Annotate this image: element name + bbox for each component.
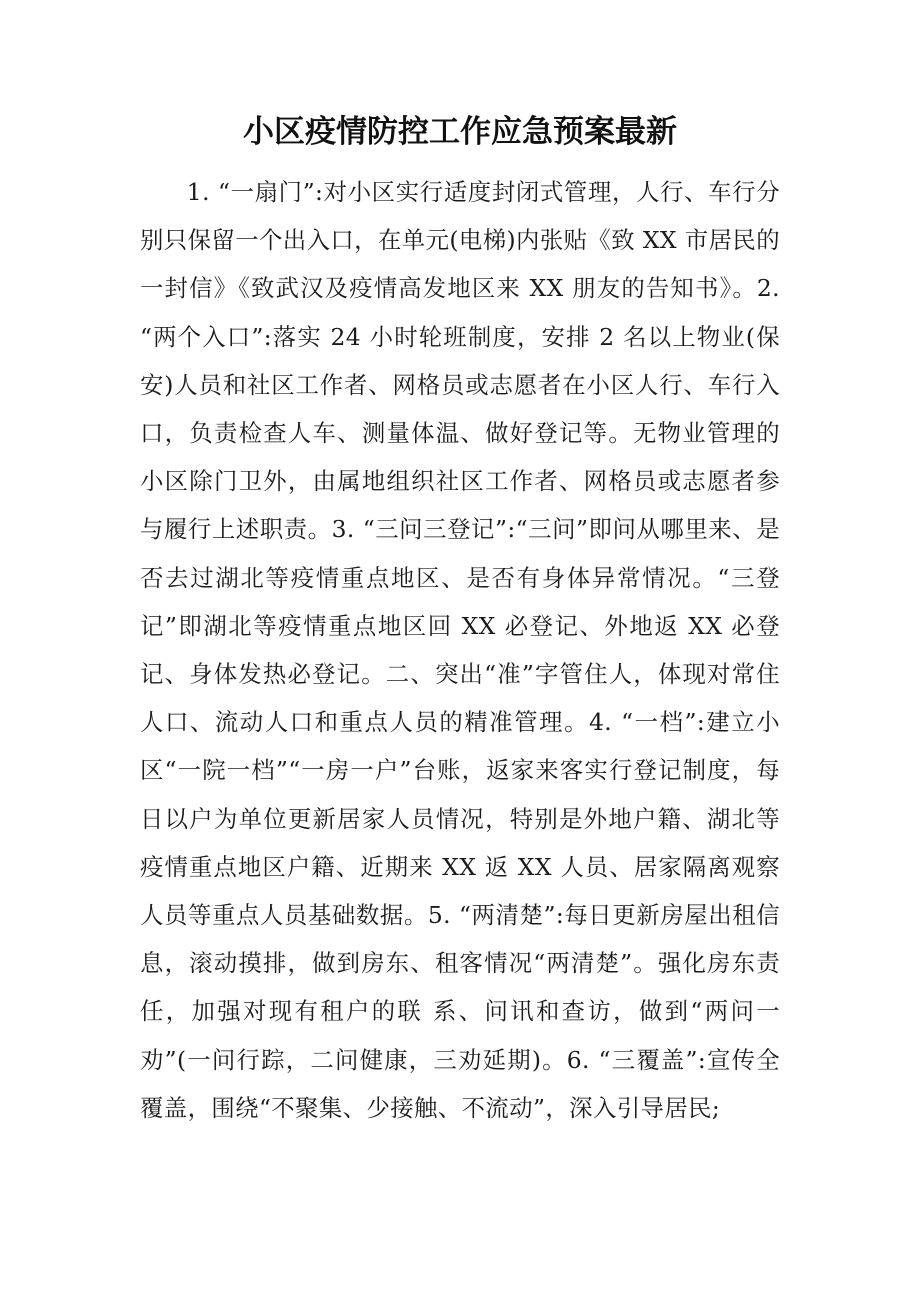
document-title: 小区疫情防控工作应急预案最新 — [243, 114, 677, 150]
document-body: 1. “一扇门”:对小区实行适度封闭式管理，人行、车行分别只保留一个出入口，在单元(电梯)内张贴《致 XX 市居民的一封信》《致武汉及疫情高发地区来 XX 朋友的告知书》。2. “两个入口”:落实 24 小时轮班制度，安排 2 名以上物业(保安)人员和社区工作者、网格员或志愿者在小区人行、车行入口，负责检查人车、测量体温、做好登记等。无物业管理的小区除门卫外，由属地组织社区工作者、网格员或志愿者参与履行上述职责。3. “三问三登记”:“三问”即问从哪里来、是否去过湖北等疫情重点地区、是否有身体异常情况。“三登记”即湖北等疫情重点地区回 XX 必登记、外地返 XX 必登记、身体发热必登记。二、突出“准”字管住人，体现对常住人口、流动人口和重点人员的精准管理。4. “一档”:建立小区“一院一档”“一房一户”台账，返家来客实行登记制度，每日以户为单位更新居家人员情况，特别是外地户籍、湖北等疫情重点地区户籍、近期来 XX 返 XX 人员、居家隔离观察人员等重点人员基础数据。5. “两清楚”:每日更新房屋出租信息，滚动摸排，做到房东、租客情况“两清楚”。强化房东责任，加强对现有租户的联 系、问讯和查访，做到“两问一劝”(一问行踪，二问健康，三劝延期)。6. “三覆盖”:宣传全覆盖，围绕“不聚集、少接触、不流动”，深入引导居民; — [140, 178, 780, 1122]
